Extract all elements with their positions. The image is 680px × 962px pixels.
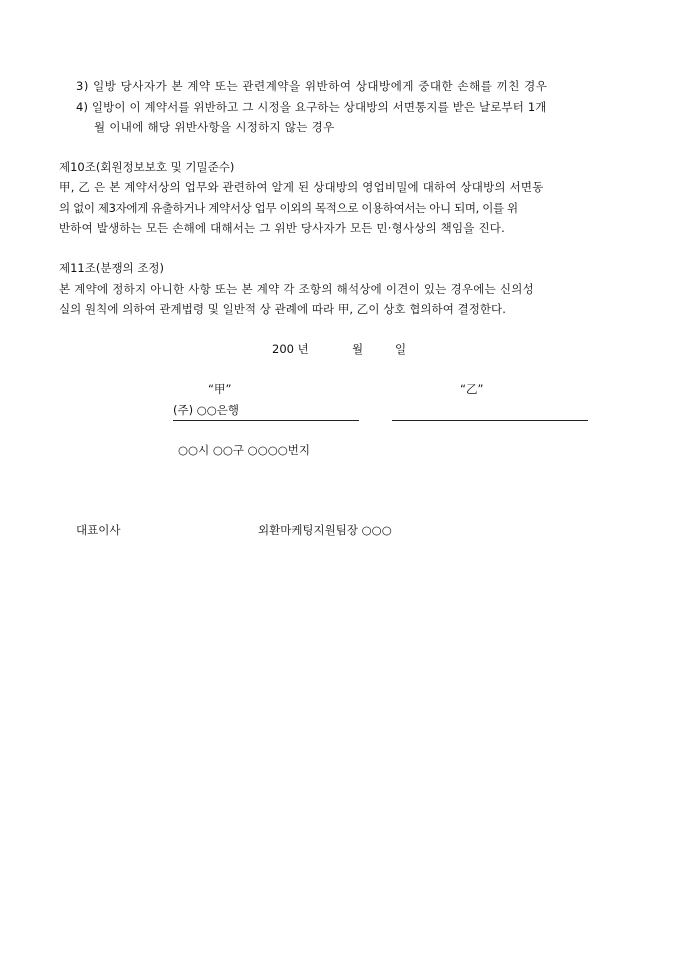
representative-name: 외환마케팅지원팀장 ○○○ [258,523,392,537]
clause-item-4-line1: 4) 일방이 이 계약서를 위반하고 그 시정을 요구하는 상대방의 서면통지를 받은 날로부터 1개 [76,100,547,114]
date-day: 일 [395,342,407,356]
article-10-heading: 제10조(회원정보보호 및 기밀준수) [59,160,235,174]
party-a-name: (주) ○○은행 [173,403,240,417]
party-a-signature-line [173,420,359,421]
party-a-address: ○○시 ○○구 ○○○○번지 [178,443,311,457]
clause-item-4-line2: 월 이내에 해당 위반사항을 시정하지 않는 경우 [94,120,335,134]
article-10-line1: 甲, 乙 은 본 계약서상의 업무와 관련하여 알게 된 상대방의 영업비밀에 대하여 상대방의 서면동 [59,180,544,194]
article-11-line1: 본 계약에 정하지 아니한 사항 또는 본 계약 각 조항의 해석상에 이견이 있는 경우에는 신의성 [59,282,534,296]
article-11-heading: 제11조(분쟁의 조정) [59,261,165,275]
clause-item-3: 3) 일방 당사자가 본 계약 또는 관련계약을 위반하여 상대방에게 중대한 손해를 끼친 경우 [76,79,548,93]
date-month: 월 [352,342,364,356]
article-10-line3: 반하여 발생하는 모든 손해에 대해서는 그 위반 당사자가 모든 민·형사상의 책임을 진다. [59,221,505,235]
party-b-label: “乙” [460,382,484,396]
party-a-label: “甲” [208,382,232,396]
representative-title: 대표이사 [76,523,121,537]
article-10-line2: 의 없이 제3자에게 유출하거나 계약서상 업무 이외의 목적으로 이용하여서는 아니 되며, 이를 위 [59,201,518,215]
party-b-signature-line [392,420,588,421]
article-11-line2: 실의 원칙에 의하여 관계법령 및 일반적 상 관례에 따라 甲, 乙이 상호 협의하여 결정한다. [59,302,506,316]
date-year: 200 년 [272,342,309,356]
